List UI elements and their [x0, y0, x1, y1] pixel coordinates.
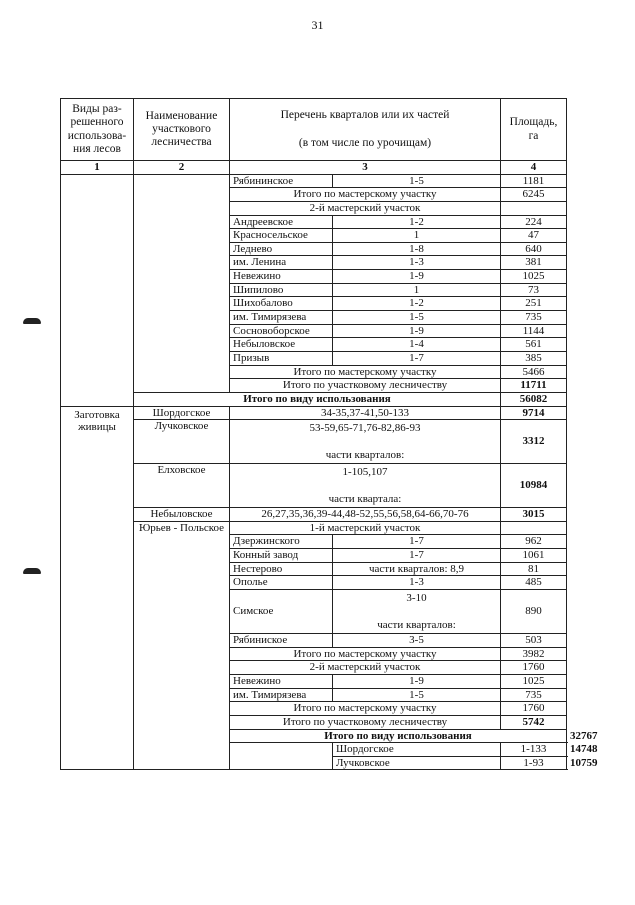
section-row	[61, 521, 567, 535]
tract-name: Сосновоборское	[230, 324, 333, 338]
tract-name: Конный завод	[230, 549, 333, 563]
forest-use-table	[60, 98, 598, 770]
forestry-cell	[134, 174, 230, 392]
tract-name: Шихобалово	[230, 297, 333, 311]
quarters: 1-2	[333, 215, 501, 229]
use-total-area: 56082	[501, 392, 567, 406]
table-row	[61, 464, 567, 508]
col-num-2: 2	[134, 161, 230, 175]
quarters: 1-7	[333, 549, 501, 563]
quarters: 1-8	[333, 242, 501, 256]
tract-name: Рябиниское	[230, 634, 333, 648]
use-type-cell	[61, 174, 134, 406]
forestry-total-area: 5742	[501, 715, 567, 729]
area: 503	[501, 634, 567, 648]
table-row: Лучковское 1-93 10759	[61, 756, 567, 770]
forestry-name: Шордогское	[333, 743, 501, 757]
subtotal-area: 1760	[501, 702, 567, 716]
quarters: 1-7	[333, 535, 501, 549]
area: 735	[501, 311, 567, 325]
section-label: 1-й мастерский участок	[230, 521, 501, 535]
area: 890	[501, 590, 567, 634]
section-area: 1760	[501, 661, 567, 675]
forestry-name: Лучковское	[333, 756, 501, 770]
tract-name: Красносельское	[230, 229, 333, 243]
quarters: 53-59,65-71,76-82,86-93 части кварталов:	[230, 420, 501, 464]
tract-name: Шипилово	[230, 283, 333, 297]
tract-name: Небыловское	[230, 338, 333, 352]
area: 640	[501, 242, 567, 256]
col-num-4: 4	[501, 161, 567, 175]
tract-name: Невежино	[230, 270, 333, 284]
forestry-name: Елховское	[134, 464, 230, 508]
scan-mark	[23, 568, 41, 574]
area: 1181	[501, 174, 567, 188]
forestry-name: Лучковское	[134, 420, 230, 464]
column-numbers-row	[61, 161, 567, 175]
quarters: 26,27,35,36,39-44,48-52,55,56,58,64-66,70-76	[230, 508, 501, 522]
quarters: 1-105,107 части квартала:	[230, 464, 501, 508]
header-use-type: Виды раз-решенного использова-ния лесов	[61, 99, 134, 161]
quarters: 1-3	[333, 256, 501, 270]
area: 1061	[501, 549, 567, 563]
tract-name: им. Ленина	[230, 256, 333, 270]
subtotal-label: Итого по мастерскому участку	[230, 647, 501, 661]
tract-name: Призыв	[230, 351, 333, 365]
tract-name: Андреевское	[230, 215, 333, 229]
scan-mark	[23, 318, 41, 324]
quarters: части кварталов: 8,9	[333, 562, 501, 576]
quarters: 3-5	[333, 634, 501, 648]
table-row	[61, 420, 567, 464]
area: 10984	[501, 464, 567, 508]
section-label: 2-й мастерский участок	[230, 201, 501, 215]
header-forestry: Наименование участкового лесничества	[134, 99, 230, 161]
forestry-name: Шордогское	[134, 406, 230, 420]
use-total-label: Итого по виду использования	[134, 392, 501, 406]
area: 561	[501, 338, 567, 352]
area: 3015	[501, 508, 567, 522]
area: 381	[501, 256, 567, 270]
subtotal-label: Итого по мастерскому участку	[230, 188, 501, 202]
area: 1144	[501, 324, 567, 338]
area: 9714	[501, 406, 567, 420]
quarters: 1-4	[333, 338, 501, 352]
tract-name: Симское	[230, 590, 333, 634]
quarters: 1-7	[333, 351, 501, 365]
tract-name: Рябининское	[230, 174, 333, 188]
area: 251	[501, 297, 567, 311]
subtotal-label: Итого по мастерскому участку	[230, 702, 501, 716]
use-total-row	[61, 392, 567, 406]
tract-name: им. Тимирязева	[230, 311, 333, 325]
quarters: 1-5	[333, 174, 501, 188]
header-area: Площадь, га	[501, 99, 567, 161]
quarters: 1-9	[333, 270, 501, 284]
table-row	[61, 406, 567, 420]
quarters: 1	[333, 229, 501, 243]
use-total-label: Итого по виду использования	[230, 729, 567, 743]
area: 735	[501, 688, 567, 702]
quarters: 3-10 части кварталов:	[333, 590, 501, 634]
area: 1025	[501, 674, 567, 688]
quarters: 34-35,37-41,50-133	[230, 406, 501, 420]
tract-name: Дзержинского	[230, 535, 333, 549]
area: 962	[501, 535, 567, 549]
area: 81	[501, 562, 567, 576]
use-total-row: Итого по виду использования 32767	[61, 729, 567, 743]
area: 485	[501, 576, 567, 590]
tract-name: Леднево	[230, 242, 333, 256]
table-row: Шордогское 1-133 14748	[61, 743, 567, 757]
forestry-total-label: Итого по участковому лесничеству	[230, 379, 501, 393]
quarters: 1-5	[333, 688, 501, 702]
page-number: 31	[311, 18, 324, 32]
quarters: 1-9	[333, 674, 501, 688]
tract-name: Ополье	[230, 576, 333, 590]
area: 385	[501, 351, 567, 365]
header-quarters: Перечень кварталов или их частей (в том числе по урочищам)	[230, 99, 501, 161]
table-header-row	[61, 99, 567, 161]
area: 47	[501, 229, 567, 243]
quarters: 1-2	[333, 297, 501, 311]
quarters: 1-3	[333, 576, 501, 590]
area: 73	[501, 283, 567, 297]
forestry-name: Небыловское	[134, 508, 230, 522]
quarters: 1-133	[501, 743, 567, 757]
tract-name: Невежино	[230, 674, 333, 688]
quarters: 1-5	[333, 311, 501, 325]
col-num-1: 1	[61, 161, 134, 175]
tract-name: им. Тимирязева	[230, 688, 333, 702]
subtotal-area: 3982	[501, 647, 567, 661]
table-row	[61, 508, 567, 522]
use-type-cell	[230, 743, 333, 770]
forestry-name: Юрьев - Польское	[134, 521, 230, 770]
tract-name: Нестерово	[230, 562, 333, 576]
col-num-3: 3	[230, 161, 501, 175]
subtotal-area: 5466	[501, 365, 567, 379]
subtotal-area: 6245	[501, 188, 567, 202]
area: 1025	[501, 270, 567, 284]
forestry-total-area: 11711	[501, 379, 567, 393]
quarters: 1	[333, 283, 501, 297]
table-row	[61, 174, 567, 188]
quarters: 1-9	[333, 324, 501, 338]
quarters: 1-93	[501, 756, 567, 770]
forestry-total-label: Итого по участковому лесничеству	[230, 715, 501, 729]
area: 224	[501, 215, 567, 229]
area: 3312	[501, 420, 567, 464]
section-label: 2-й мастерский участок	[230, 661, 501, 675]
subtotal-label: Итого по мастерскому участку	[230, 365, 501, 379]
use-type-resin: Заготовка живицы	[61, 406, 134, 770]
